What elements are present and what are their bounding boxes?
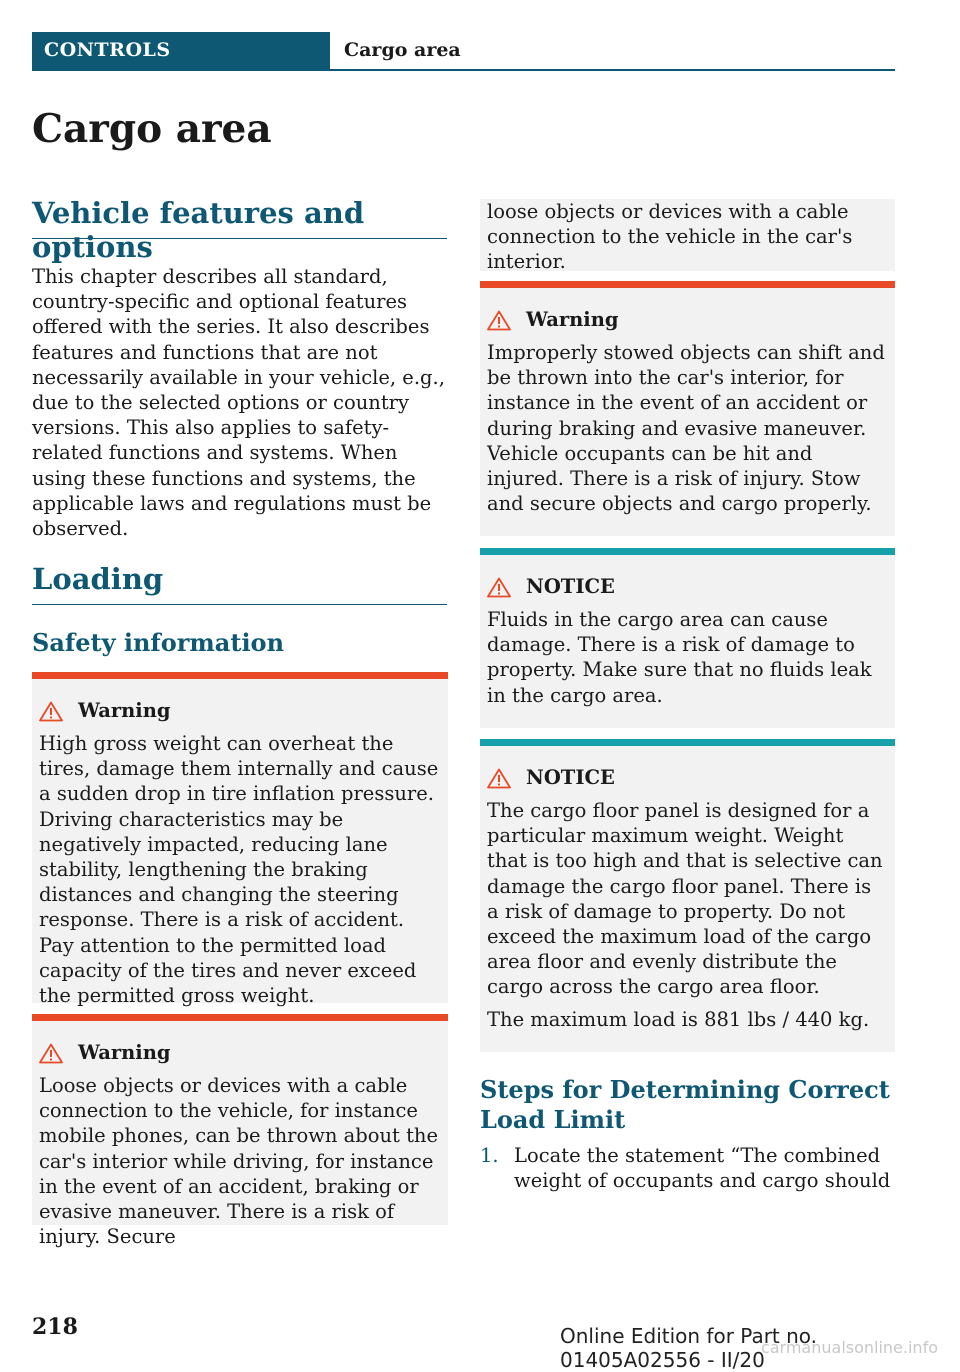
warning-box-text: High gross weight can overheat the tires, damage them internally and cause a sudden drop in tire inflation pressure. Driving characteristics may be negatively impacted, reducing lane stability, lengthening the braking distances and changing the steering response. There is a risk of accident. Pay attention to the permitted load capacity of the tires and never exceed the permitted gross weight. bbox=[39, 732, 439, 1008]
warning-box-loose-objects bbox=[32, 1014, 448, 1249]
warning-box-title-row bbox=[39, 1041, 440, 1065]
header-topic-label: Cargo area bbox=[330, 32, 895, 71]
notice-box-title-row bbox=[487, 575, 887, 599]
notice-box-cargo-floor bbox=[480, 739, 895, 1052]
warning-box-title-row bbox=[487, 308, 887, 332]
notice-box-title-row bbox=[487, 766, 887, 790]
notice-box-text: Fluids in the cargo area can cause damage. There is a risk of damage to property. Make sure that no fluids leak in the cargo area. bbox=[487, 608, 872, 707]
warning-box-title-row bbox=[39, 699, 440, 723]
notice-box-text: The cargo floor panel is designed for a particular maximum weight. Weight that is too high and that is selective can damage the cargo floor panel. There is a risk of damage to property. Do not exceed the maximum load of the cargo area floor and evenly distribute the cargo across the cargo area floor. bbox=[487, 799, 883, 999]
warning-box-title: Warning bbox=[78, 699, 171, 722]
notice-box-max-load: The maximum load is 881 lbs / 440 kg. bbox=[487, 1007, 870, 1031]
page-number: 218 bbox=[32, 1314, 78, 1340]
edition-footer: Online Edition for Part no. 01405A02556 - II/20 bbox=[560, 1324, 818, 1372]
warning-box-title: Warning bbox=[526, 308, 619, 331]
step-text: Locate the statement “The combined weight of occupants and cargo should bbox=[514, 1144, 891, 1193]
warning-box-text: Loose objects or devices with a cable connection to the vehicle, for instance mobile phones, can be thrown about the car's interior while driving, for instance in the event of an accident, braking or evasive maneuver. There is a risk of injury. Secure bbox=[39, 1074, 439, 1249]
warning-box-title: Warning bbox=[78, 1041, 171, 1064]
notice-triangle-icon bbox=[487, 768, 511, 789]
warning-triangle-icon bbox=[487, 310, 511, 331]
safety-information-heading: Safety information bbox=[32, 628, 285, 657]
warning-triangle-icon bbox=[39, 1043, 63, 1064]
notice-box-title: NOTICE bbox=[526, 575, 615, 598]
notice-box-fluids bbox=[480, 548, 895, 728]
warning-box-continuation bbox=[480, 199, 895, 274]
warning-box-stowed-objects bbox=[480, 281, 895, 536]
notice-triangle-icon bbox=[487, 577, 511, 598]
warning-triangle-icon bbox=[39, 701, 63, 722]
steps-heading: Steps for Determining Correct Load Limit bbox=[480, 1075, 890, 1134]
notice-box-title: NOTICE bbox=[526, 766, 615, 789]
watermark: carmanualsonline.info bbox=[760, 1338, 938, 1357]
vehicle-features-body: This chapter describes all standard, country-specific and optional features offered with the series. It also describes features and functions that are not necessarily available in your vehicle, e.g., due to the selected options or country versions. This also applies to safety-related functions and systems. When using these functions and systems, the applicable laws and regulations must be observed. bbox=[32, 265, 445, 541]
header-section-label: CONTROLS bbox=[32, 32, 330, 71]
loading-heading: Loading bbox=[32, 562, 447, 605]
warning-box-gross-weight bbox=[32, 672, 448, 1008]
step-number: 1. bbox=[480, 1144, 499, 1167]
vehicle-features-heading: Vehicle features and options bbox=[32, 196, 447, 239]
page-title: Cargo area bbox=[32, 106, 272, 152]
warning-box-continuation-text: loose objects or devices with a cable connection to the vehicle in the car's interior. bbox=[487, 200, 853, 274]
warning-box-text: Improperly stowed objects can shift and be thrown into the car's interior, for instance in the event of an accident or during braking and evasive maneuver. Vehicle occupants can be hit and injured. There is a risk of injury. Stow and secure objects and cargo properly. bbox=[487, 341, 885, 516]
